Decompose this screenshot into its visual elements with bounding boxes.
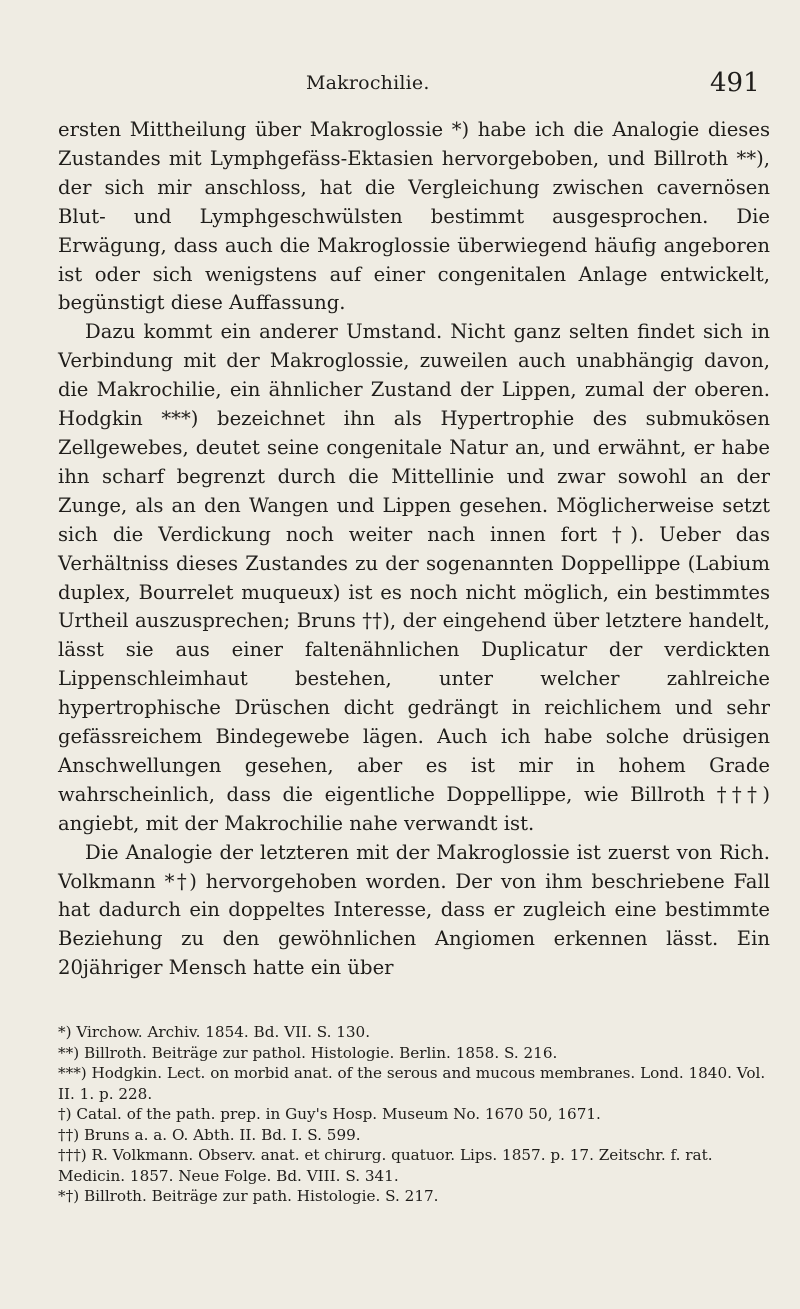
footnote-billroth-1: **) Billroth. Beiträge zur pathol. Histologie. Berlin. 1858. S. 216.: [58, 1043, 558, 1062]
footnote-hodgkin: ***) Hodgkin. Lect. on morbid anat. of the serous and mucous membranes. Lond. 1840. Vol. II. 1. p. 228.: [58, 1064, 766, 1103]
paragraph-1: ersten Mittheilung über Makroglossie *) habe ich die Analogie dieses Zustandes mit Lymphgefäss-Ektasien hervorgeboben, und Billroth **), der sich mir anschloss, hat die Vergleichung zwischen cavernösen Blut- und Lymphgeschwülsten bestimmt ausgesprochen. Die Erwägung, dass auch die Makroglossie überwiegend häufig angeboren ist oder sich wenigstens auf einer congenitalen Anlage entwickelt, begünstigt diese Auffassung.: [58, 118, 770, 315]
page-number: 491: [710, 68, 760, 98]
footnotes: [58, 1022, 770, 1207]
footnote-volkmann: †††) R. Volkmann. Observ. anat. et chirurg. quatuor. Lips. 1857. p. 17. Zeitschr. f. rat. Medicin. 1857. Neue Folge. Bd. VIII. S. 341.: [58, 1146, 713, 1185]
paragraph-2: Dazu kommt ein anderer Umstand. Nicht ganz selten findet sich in Verbindung mit der Makroglossie, zuweilen auch unabhängig davon, die Makrochilie, ein ähnlicher Zustand der Lippen, zumal der oberen. Hodgkin ***) bezeichnet ihn als Hypertrophie des submukösen Zellgewebes, deutet seine congenitale Natur an, und erwähnt, er habe ihn scharf begrenzt durch die Mittellinie und zwar sowohl an der Zunge, als an den Wangen und Lippen gesehen. Möglicherweise setzt sich die Verdickung noch weiter nach innen fort †). Ueber das Verhältniss dieses Zustandes zu der sogenannten Doppellippe (Labium duplex, Bourrelet muqueux) ist es noch nicht möglich, ein bestimmtes Urtheil auszusprechen; Bruns ††), der eingehend über letztere handelt, lässt sie aus einer faltenähnlichen Duplicatur der verdickten Lippenschleimhaut bestehen, unter welcher zahlreiche hypertrophische Drüschen dicht gedrängt in reichlichem und sehr gefässreichem Bindegewebe lägen. Auch ich habe solche drüsigen Anschwellungen gesehen, aber es ist mir in hohem Grade wahrscheinlich, dass die eigentliche Doppellippe, wie Billroth †††) angiebt, mit der Makrochilie nahe verwandt ist.: [58, 320, 770, 835]
footnote-bruns: ††) Bruns a. a. O. Abth. II. Bd. I. S. 599.: [58, 1125, 361, 1144]
paragraph-3: Die Analogie der letzteren mit der Makroglossie ist zuerst von Rich. Volkmann *†) hervorgehoben worden. Der von ihm beschriebene Fall hat dadurch ein doppeltes Interesse, dass er zugleich eine bestimmte Beziehung zu den gewöhnlichen Angiomen erkennen lässt. Ein 20jähriger Mensch hatte ein über: [58, 840, 770, 980]
footnote-catalogue: †) Catal. of the path. prep. in Guy's Hosp. Museum No. 1670 50, 1671.: [58, 1105, 601, 1123]
footnote-billroth-2: *†) Billroth. Beiträge zur path. Histologie. S. 217.: [58, 1187, 439, 1205]
body-text: [58, 116, 770, 983]
running-head: [0, 68, 800, 102]
running-title: Makrochilie.: [306, 72, 430, 94]
footnote-virchow: *) Virchow. Archiv. 1854. Bd. VII. S. 130.: [58, 1023, 371, 1041]
